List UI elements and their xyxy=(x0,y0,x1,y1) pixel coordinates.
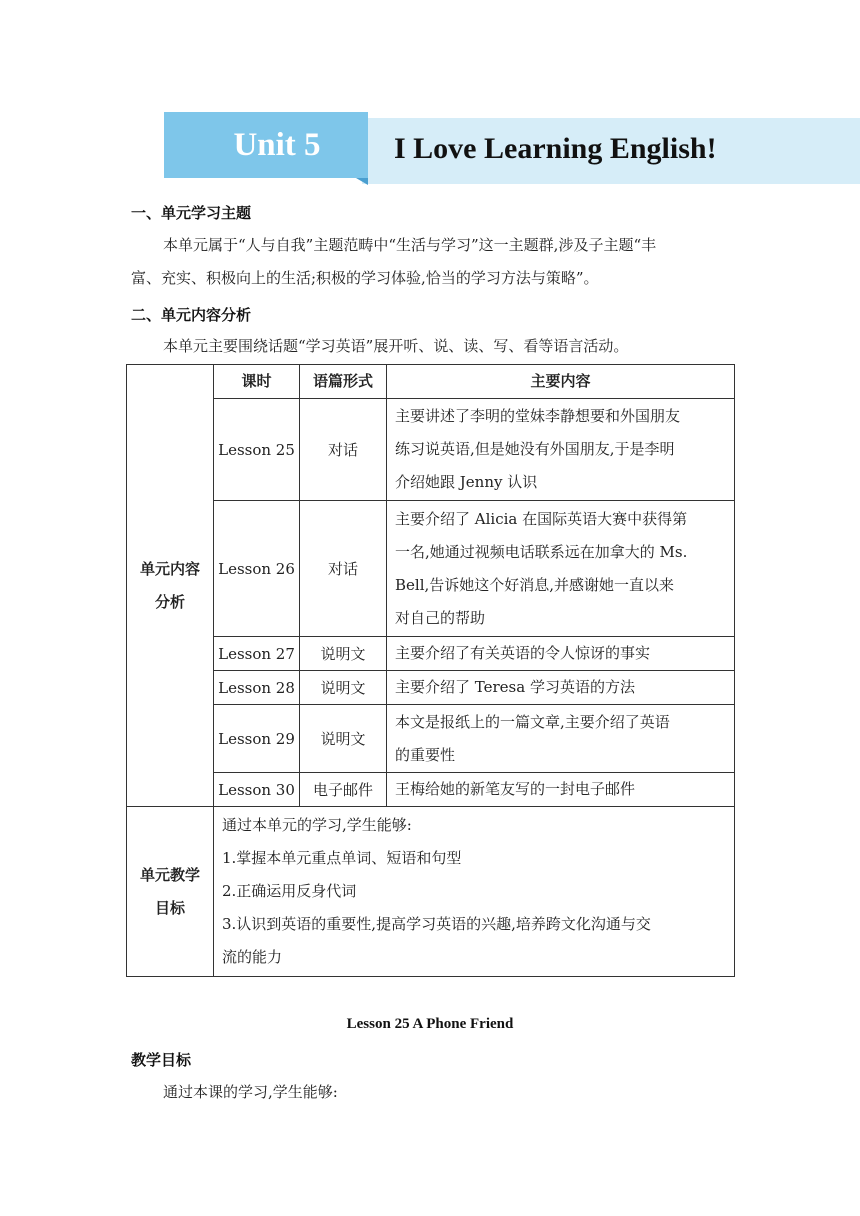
unit-title: I Love Learning English! xyxy=(394,132,717,165)
genre-cell: 对话 xyxy=(300,399,387,501)
table-row xyxy=(127,501,735,637)
section1-line-2: 富、充实、积极向上的生活;积极的学习体验,恰当的学习方法与策略”。 xyxy=(131,269,599,287)
content-cell: 主要介绍了 Alicia 在国际英语大赛中获得第 一名,她通过视频电话联系远在加拿大的 Ms. Bell,告诉她这个好消息,并感谢她一直以来 对自己的帮助 xyxy=(387,501,735,637)
section1-line-1: 本单元属于“人与自我”主题范畴中“生活与学习”这一主题群,涉及子主题“丰 xyxy=(163,236,657,254)
unit-badge xyxy=(164,112,368,178)
genre-cell: 对话 xyxy=(300,501,387,637)
genre-cell: 说明文 xyxy=(300,671,387,705)
goals-content-cell: 通过本单元的学习,学生能够: 1.掌握本单元重点单词、短语和句型 2.正确运用反身代词 3.认识到英语的重要性,提高学习英语的兴趣,培养跨文化沟通与交 流的能力 xyxy=(214,807,735,977)
content-cell: 本文是报纸上的一篇文章,主要介绍了英语 的重要性 xyxy=(387,705,735,773)
table-row xyxy=(127,773,735,807)
table-row xyxy=(127,705,735,773)
goals-row xyxy=(127,807,735,977)
content-cell: 主要讲述了李明的堂妹李静想要和外国朋友 练习说英语,但是她没有外国朋友,于是李明 介绍她跟 Jenny 认识 xyxy=(387,399,735,501)
lesson-cell: Lesson 27 xyxy=(214,637,300,671)
genre-cell: 说明文 xyxy=(300,705,387,773)
lesson-goals-heading: 教学目标 xyxy=(131,1051,192,1069)
genre-cell: 电子邮件 xyxy=(300,773,387,807)
lesson-cell: Lesson 30 xyxy=(214,773,300,807)
lesson-title: Lesson 25 A Phone Friend xyxy=(346,1016,514,1032)
lesson-goals-intro: 通过本课的学习,学生能够: xyxy=(163,1083,338,1101)
header-genre: 语篇形式 xyxy=(300,365,387,399)
table-header-row xyxy=(127,365,735,399)
table-row xyxy=(127,671,735,705)
lesson-cell: Lesson 29 xyxy=(214,705,300,773)
unit-label: Unit 5 xyxy=(233,126,321,163)
content-cell: 主要介绍了有关英语的令人惊讶的事实 xyxy=(387,637,735,671)
genre-cell: 说明文 xyxy=(300,637,387,671)
table-row xyxy=(127,399,735,501)
unit-content-table xyxy=(126,364,735,977)
analysis-label-cell: 单元内容 分析 xyxy=(127,365,214,807)
section1-heading: 一、单元学习主题 xyxy=(131,204,252,222)
lesson-cell: Lesson 28 xyxy=(214,671,300,705)
table-row xyxy=(127,637,735,671)
content-cell: 主要介绍了 Teresa 学习英语的方法 xyxy=(387,671,735,705)
header-content: 主要内容 xyxy=(387,365,735,399)
section2-heading: 二、单元内容分析 xyxy=(131,306,252,324)
lesson-cell: Lesson 26 xyxy=(214,501,300,637)
lesson-cell: Lesson 25 xyxy=(214,399,300,501)
section1-paragraph xyxy=(131,229,735,295)
content-cell: 王梅给她的新笔友写的一封电子邮件 xyxy=(387,773,735,807)
header-period: 课时 xyxy=(214,365,300,399)
goals-label-cell: 单元教学 目标 xyxy=(127,807,214,977)
banner-fold-corner xyxy=(356,178,368,185)
section2-intro: 本单元主要围绕话题“学习英语”展开听、说、读、写、看等语言活动。 xyxy=(163,337,629,355)
